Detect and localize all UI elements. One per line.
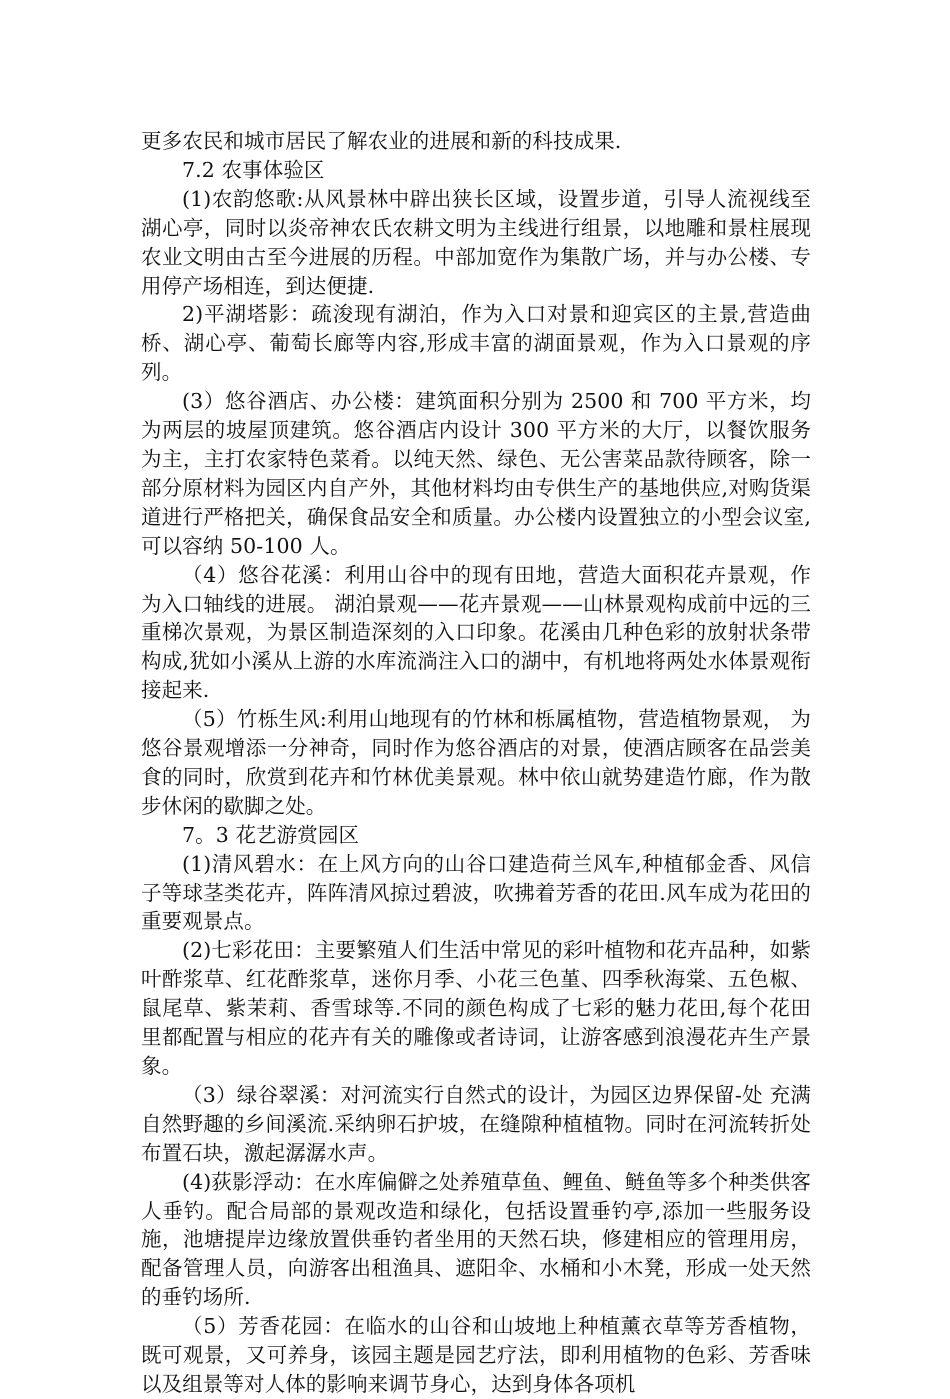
paragraph-zhuli-shengfeng: （5）竹栎生风:利用山地现有的竹林和栎属植物，营造植物景观， 为悠谷景观增添一分神奇，同时作为悠谷酒店的对景，使酒店顾客在品尝美食的同时，欣赏到花卉和竹林优美景观。林中依山就势建造竹廊，作为散步休闲的歇脚之处。 [141, 707, 811, 818]
paragraph-yougu-hotel: (3）悠谷酒店、办公楼：建筑面积分别为 2500 和 700 平方米，均为两层的坡屋顶建筑。悠谷酒店内设计 300 平方米的大厅，以餐饮服务为主，主打农家特色菜肴。以纯天然、绿色、无公害菜品款待顾客，除一部分原材料为园区内自产外，其他材料均由专供生产的基地供应,对购货渠道进行严格把关，确保食品安全和质量。办公楼内设置独立的小型会议室,可以容纳 50-100 人。 [141, 389, 811, 558]
document-page [141, 127, 811, 1399]
section-heading-7-2: 7.2 农事体验区 [182, 157, 325, 182]
paragraph-yougu-huaxi: （4）悠谷花溪：利用山谷中的现有田地，营造大面积花卉景观，作为入口轴线的进展。 湖泊景观——花卉景观——山林景观构成前中远的三重梯次景观，为景区制造深刻的入口印象。花溪由几种色彩的放射状条带构成,犹如小溪从上游的水库流淌注入口的湖中，有机地将两处水体景观衔接起来. [141, 562, 811, 703]
paragraph-qingfeng-bishui: (1)清风碧水：在上风方向的山谷口建造荷兰风车,种植郁金香、风信子等球茎类花卉，阵阵清风掠过碧波，吹拂着芳香的花田.风车成为花田的重要观景点。 [141, 851, 811, 934]
paragraph-lvgu-cuixi: （3）绿谷翠溪：对河流实行自然式的设计，为园区边界保留-处 充满自然野趣的乡间溪流.采纳卵石护坡，在缝隙种植植物。同时在河流转折处布置石块，激起潺潺水声。 [141, 1082, 811, 1165]
section-heading-7-3: 7。3 花艺游赏园区 [182, 822, 360, 847]
paragraph-diying-fudong: (4)荻影浮动：在水库偏僻之处养殖草鱼、鲤鱼、鲢鱼等多个种类供客人垂钓。配合局部的景观改造和绿化，包括设置垂钓亭,添加一些服务设施，池塘提岸边缘放置供垂钓者坐用的天然石块，修建相应的管理用房，配备管理人员，向游客出租渔具、遮阳伞、水桶和小木凳，形成一处天然的垂钓场所. [141, 1169, 811, 1310]
paragraph-fangxiang-huayuan: （5）芳香花园：在临水的山谷和山坡地上种植薰衣草等芳香植物， 既可观景，又可养身，该园主题是园艺疗法，即利用植物的色彩、芳香味以及组景等对人体的影响来调节身心，达到身体各项机 [141, 1314, 811, 1396]
paragraph-pinghu-taying: 2)平湖塔影：疏浚现有湖泊，作为入口对景和迎宾区的主景,营造曲桥、湖心亭、葡萄长廊等内容,形成丰富的湖面景观，作为入口景观的序列。 [141, 302, 811, 385]
paragraph-nongyun-youge: (1)农韵悠歌:从风景林中辟出狭长区域，设置步道，引导人流视线至湖心亭，同时以炎帝神农氏农耕文明为主线进行组景，以地雕和景柱展现农业文明由古至今进展的历程。中部加宽作为集散广场，并与办公楼、专用停产场相连，到达便捷. [141, 186, 811, 298]
paragraph-qicai-huatian: (2)七彩花田：主要繁殖人们生活中常见的彩叶植物和花卉品种，如紫叶酢浆草、红花酢浆草，迷你月季、小花三色堇、四季秋海棠、五色椒、鼠尾草、紫茉莉、香雪球等.不同的颜色构成了七彩的魅力花田,每个花田里都配置与相应的花卉有关的雕像或者诗词，让游客感到浪漫花卉生产景象。 [141, 938, 811, 1078]
paragraph-continuation: 更多农民和城市居民了解农业的进展和新的科技成果. [141, 129, 622, 153]
